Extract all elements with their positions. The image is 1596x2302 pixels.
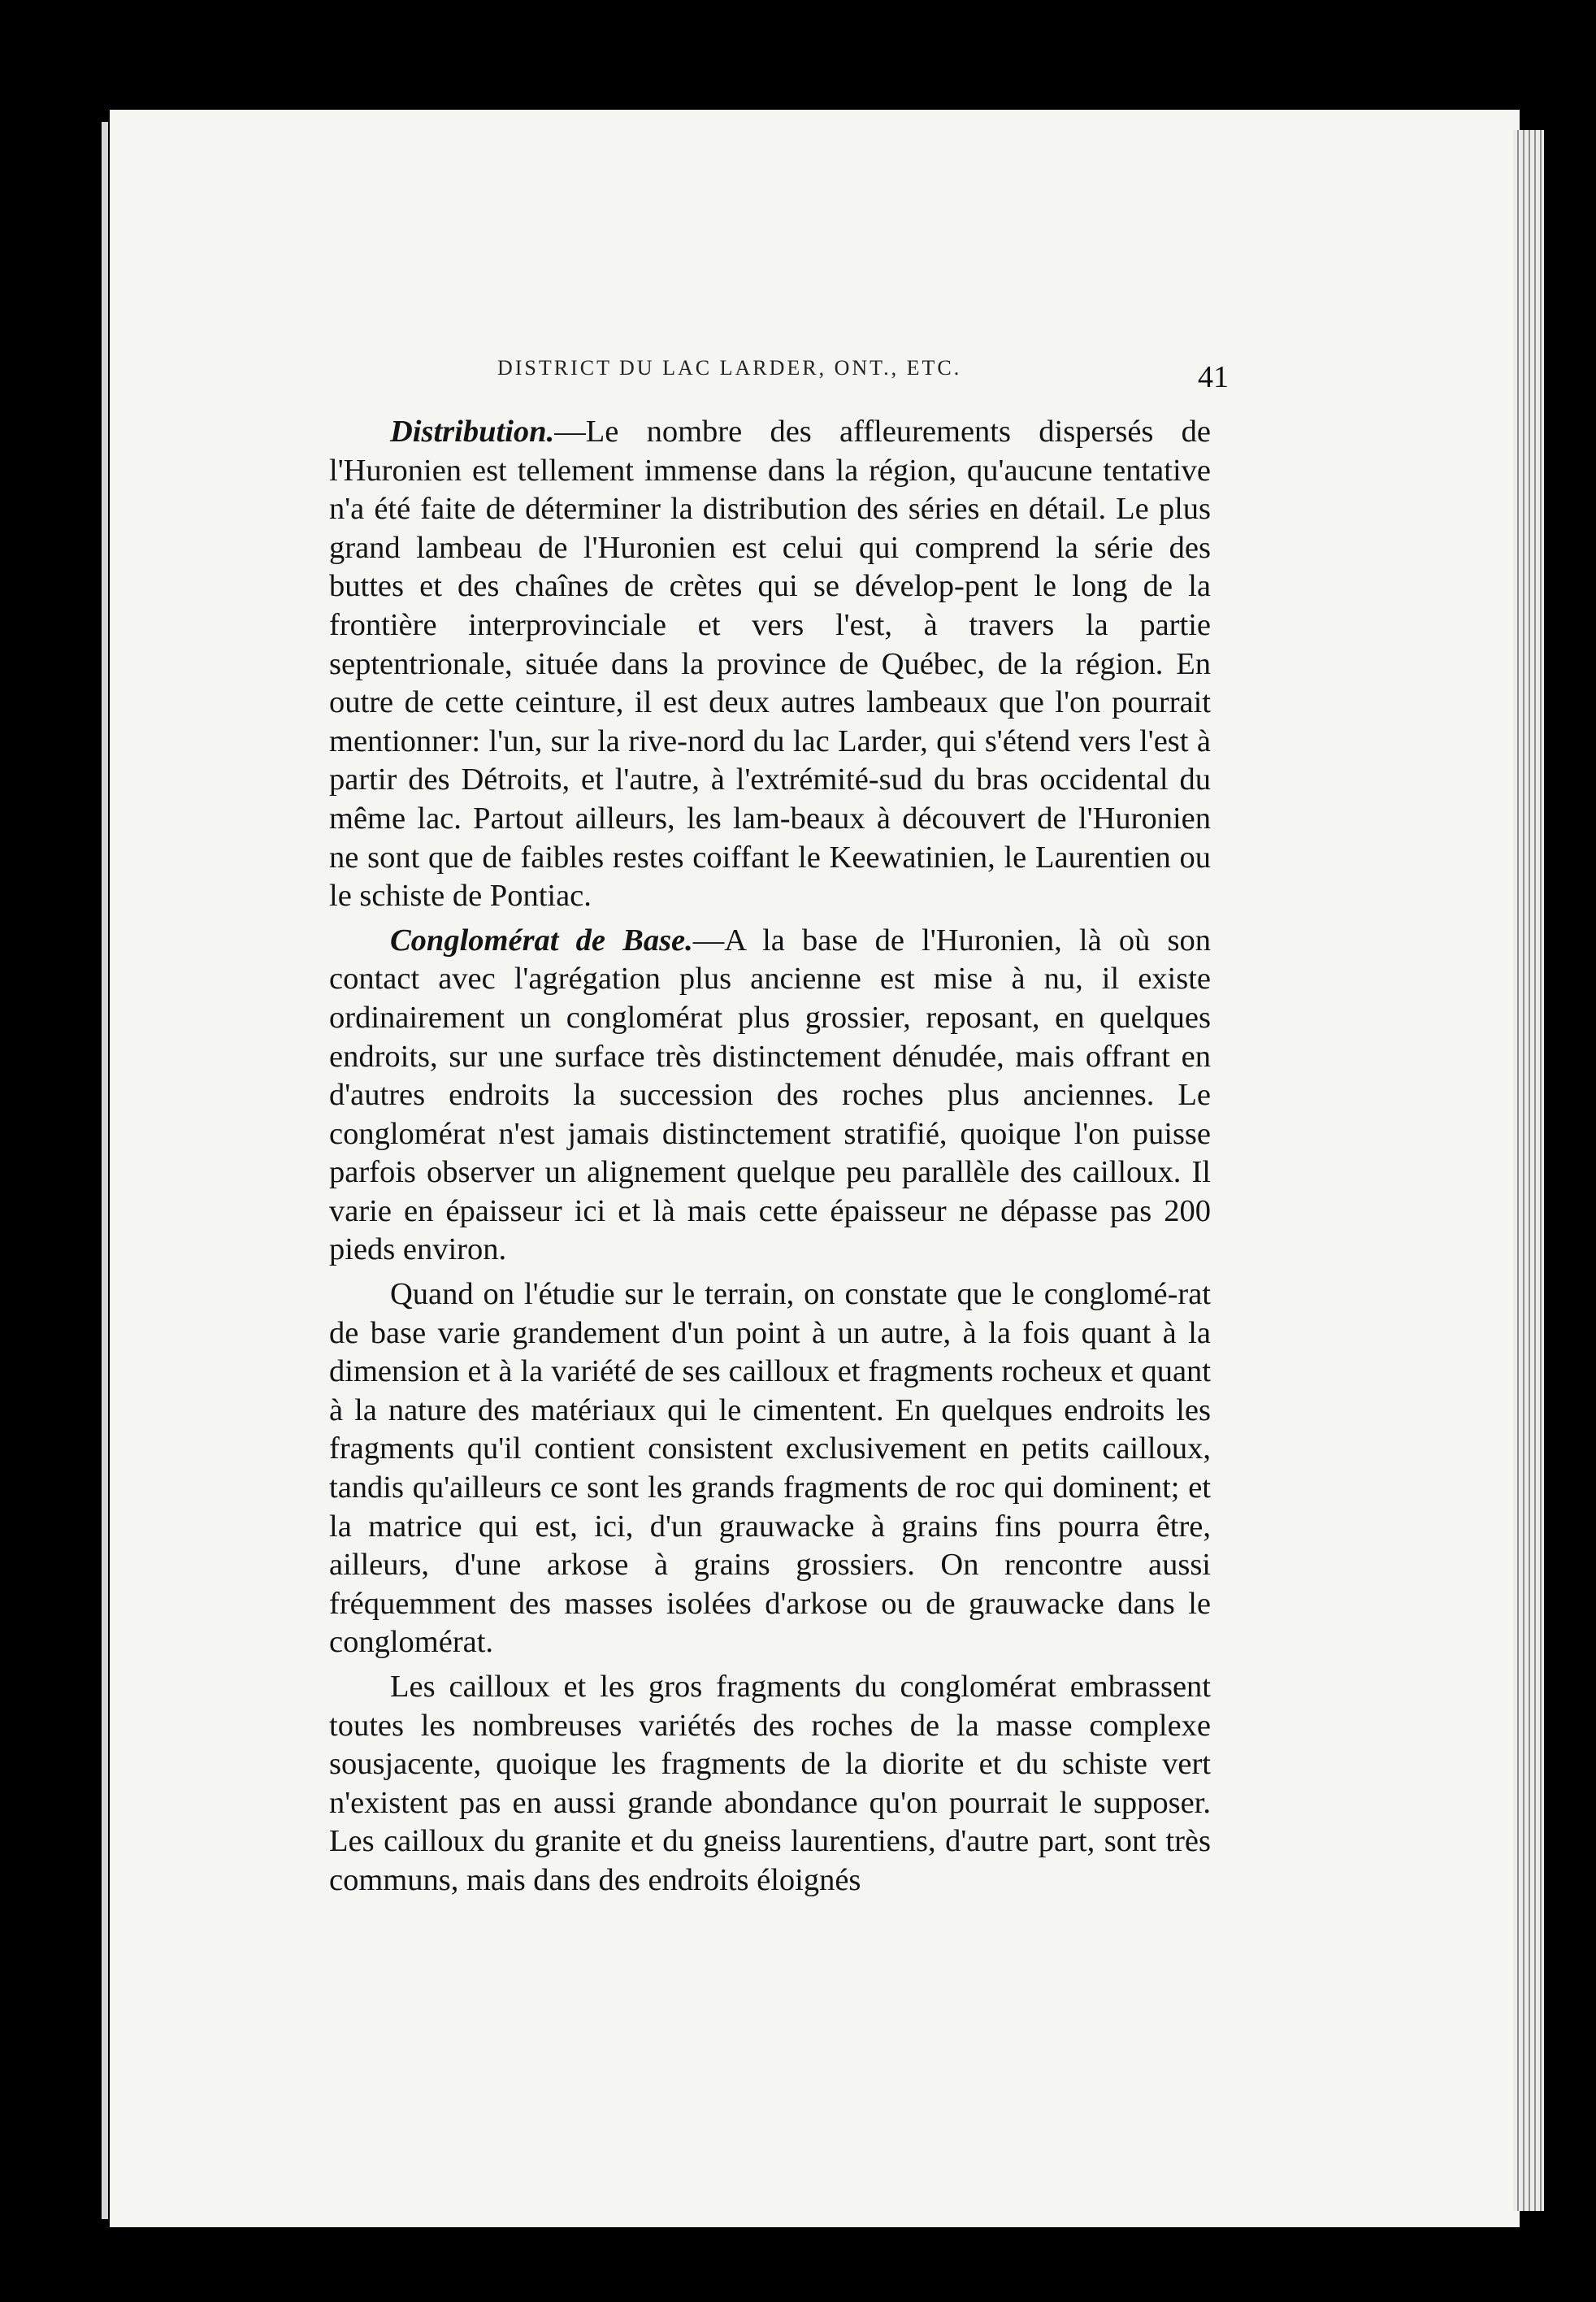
paragraph-text: Les cailloux et les gros fragments du conglomérat embrassent toutes les nombreuses variétés des roches de la masse complexe sousjacente, quoique les fragments de la diorite et du schiste vert n'existent pas en aussi grande abondance qu'on pourrait le supposer. Les cailloux du granite et du gneiss laurentiens, d'autre part, sont très communs, mais dans des endroits éloignés xyxy=(329,1670,1211,1897)
paragraph-heading: Distribution. xyxy=(390,415,555,449)
paragraph-text: —Le nombre des affleurements dispersés de l'Huronien est tellement immense dans la région, qu'aucune tentative n'a été faite de déterminer la distribution des séries en détail. Le plus grand lambeau de l'Huronien est celui qui comprend la série des buttes et des chaînes de crètes qui se dévelop-pent le long de la frontière interprovinciale et vers l'est, à travers la partie septentrionale, située dans la province de Québec, de la région. En outre de cette ceinture, il est deux autres lambeaux que l'on pourrait mentionner: l'un, sur la rive-nord du lac Larder, qui s'étend vers l'est à partir des Détroits, et l'autre, à l'extrémité-sud du bras occidental du même lac. Partout ailleurs, les lam-beaux à découvert de l'Huronien ne sont que de faibles restes coiffant le Keewatinien, le Laurentien ou le schiste de Pontiac. xyxy=(329,415,1211,914)
paragraph-distribution xyxy=(329,413,1211,916)
paragraph-text: Quand on l'étudie sur le terrain, on constate que le conglomé-rat de base varie grandement d'un point à un autre, à la fois quant à la dimension et à la variété de ses cailloux et fragments rocheux et quant à la nature des matériaux qui le cimentent. En quelques endroits les fragments qu'il contient consistent exclusivement en petits cailloux, tandis qu'ailleurs ce sont les grands fragments de roc qui dominent; et la matrice qui est, ici, d'un grauwacke à grains fins pourra être, ailleurs, d'une arkose à grains grossiers. On rencontre aussi fréquemment des masses isolées d'arkose ou de grauwacke dans le conglomérat. xyxy=(329,1277,1211,1660)
page-stack-edge xyxy=(1513,130,1544,2211)
paragraph-cailloux xyxy=(329,1668,1211,1900)
page-number: 41 xyxy=(1198,360,1229,394)
paragraph-heading: Conglomérat de Base. xyxy=(390,923,693,958)
page-left-edge xyxy=(102,122,108,2219)
paragraph-text: —A la base de l'Huronien, là où son contact avec l'agrégation plus ancienne est mise à nu, il existe ordinairement un conglomérat plus grossier, reposant, en quelques endroits, sur une surface très distinctement dénudée, mais offrant en d'autres endroits la succession des roches plus anciennes. Le conglomérat n'est jamais distinctement stratifié, quoique l'on puisse parfois observer un alignement quelque peu parallèle des cailloux. Il varie en épaisseur ici et là mais cette épaisseur ne dépasse pas 200 pieds environ. xyxy=(329,923,1211,1267)
body-text xyxy=(329,413,1211,1900)
paragraph-terrain xyxy=(329,1275,1211,1662)
running-head: DISTRICT DU LAC LARDER, ONT., ETC. xyxy=(497,356,962,380)
paragraph-conglomerat xyxy=(329,922,1211,1270)
